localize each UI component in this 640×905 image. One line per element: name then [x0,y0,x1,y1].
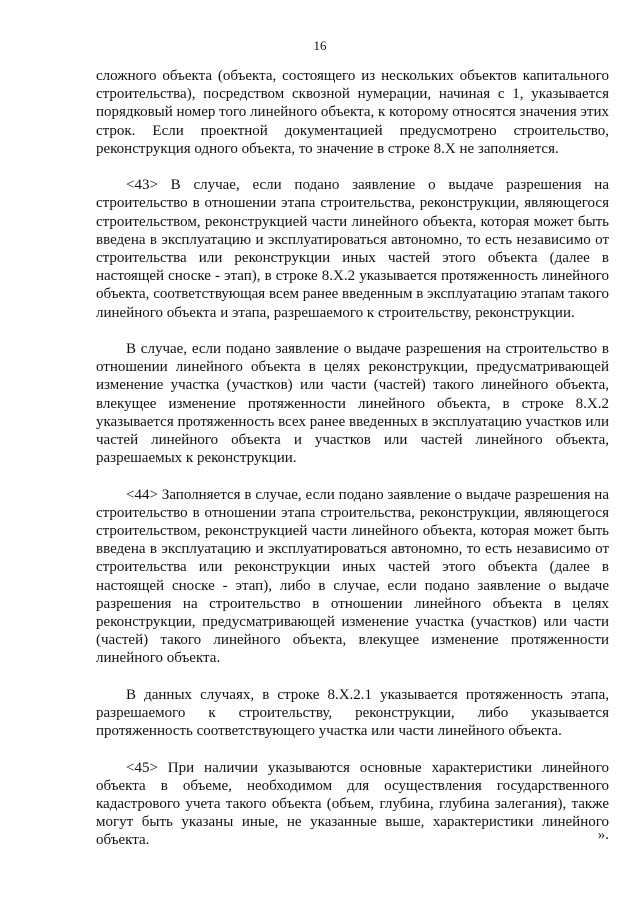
footnote-44-continuation: В данных случаях, в строке 8.X.2.1 указывается протяженность этапа, разрешаемого к строительству, реконструкции, либо указывается протяженность соответствующего участка или части линейного объекта. [96,686,609,740]
footnote-44: <44> Заполняется в случае, если подано заявление о выдаче разрешения на строительство в отношении этапа строительства, реконструкции, являющегося строительством, реконструкцией части линейного объекта, которая может быть введена в эксплуатацию и эксплуатироваться автономно, то есть независимо от строительства или реконструкции иных частей этого объекта (далее в настоящей сноске - этап), либо в случае, если подано заявление о выдаче разрешения на строительство в отношении линейного объекта в целях реконструкции, предусматривающей изменение участка (участков) или части (частей) такого линейного объекта, влекущее изменение протяженности линейного объекта. [96,486,609,667]
closing-quote-mark: ». [597,827,609,843]
footnote-45: <45> При наличии указываются основные характеристики линейного объекта в объеме, необходимом для осуществления государственного кадастрового учета такого объекта (объем, глубина, глубина залегания), также могут быть указаны иные, не указанные выше, характеристики линейного объекта. [96,759,609,849]
paragraph-continuation: сложного объекта (объекта, состоящего из нескольких объектов капитального строительства), посредством сквозной нумерации, начиная с 1, указывается порядковый номер того линейного объекта, к которому относятся значения этих строк. Если проектной документацией предусмотрено строительство, реконструкция одного объекта, то значение в строке 8.X не заполняется. [96,68,609,157]
document-body [96,67,609,868]
footnote-43-continuation: В случае, если подано заявление о выдаче разрешения на строительство в отношении линейного объекта в целях реконструкции, предусматривающей изменение участка (участков) или части (частей) такого линейного объекта, влекущее изменение протяженности линейного объекта, в строке 8.X.2 указывается протяженность всех ранее введенных в эксплуатацию участков или частей линейного объекта и участков или частей линейного объекта, разрешаемых к реконструкции. [96,341,609,467]
page-number: 16 [313,38,327,53]
footnote-43: <43> В случае, если подано заявление о выдаче разрешения на строительство в отношении этапа строительства, реконструкции, являющегося строительством, реконструкцией части линейного объекта, которая может быть введена в эксплуатацию и эксплуатироваться автономно, то есть независимо от строительства или реконструкции иных частей этого объекта (далее в настоящей сноске - этап), в строке 8.X.2 указывается протяженность линейного объекта, соответствующая всем ранее введенным в эксплуатацию этапам такого линейного объекта и этапа, разрешаемого к строительству, реконструкции. [96,177,609,321]
